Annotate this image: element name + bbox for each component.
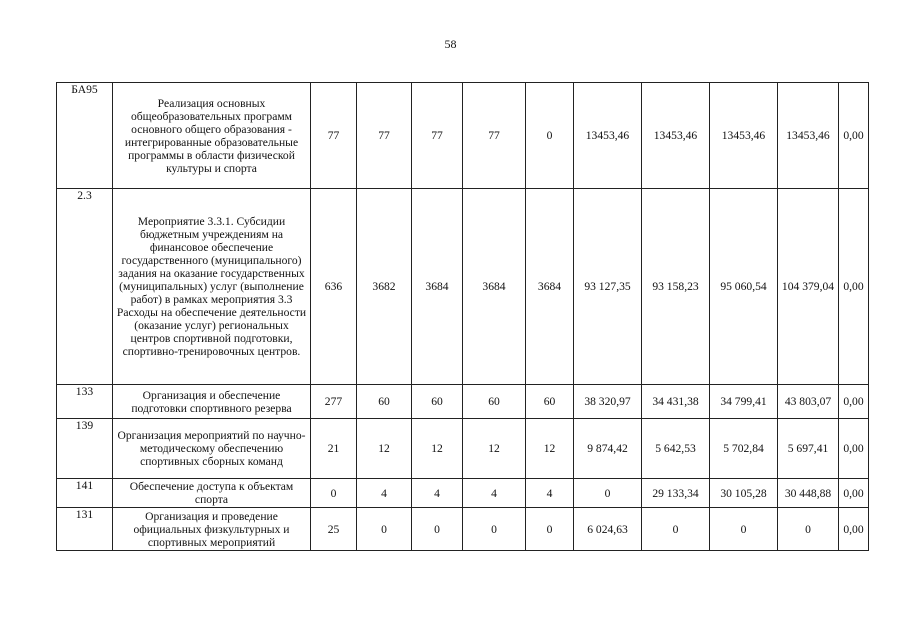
row-value: 12 (412, 419, 463, 479)
row-value: 5 642,53 (642, 419, 710, 479)
row-value: 0,00 (839, 83, 869, 189)
row-value: 277 (311, 385, 357, 419)
table-row (57, 508, 869, 551)
row-value: 30 448,88 (778, 479, 839, 508)
row-value: 12 (357, 419, 412, 479)
row-value: 104 379,04 (778, 189, 839, 385)
row-value: 93 127,35 (574, 189, 642, 385)
row-value: 0 (526, 83, 574, 189)
row-name: Реализация основных общеобразовательных программ основного общего образования - интегрированные образовательные программы в области физической культуры и спорта (113, 83, 311, 189)
row-value: 0 (642, 508, 710, 551)
row-value: 13453,46 (574, 83, 642, 189)
row-value: 77 (463, 83, 526, 189)
table-row (57, 189, 869, 385)
row-code: 131 (57, 508, 113, 551)
row-value: 0,00 (839, 385, 869, 419)
row-value: 60 (463, 385, 526, 419)
row-value: 3684 (412, 189, 463, 385)
row-code: 141 (57, 479, 113, 508)
row-value: 12 (463, 419, 526, 479)
row-value: 30 105,28 (710, 479, 778, 508)
row-value: 0,00 (839, 189, 869, 385)
row-value: 0 (357, 508, 412, 551)
row-value: 34 799,41 (710, 385, 778, 419)
table-row (57, 83, 869, 189)
row-code: БА95 (57, 83, 113, 189)
row-value: 3684 (463, 189, 526, 385)
page-number: 58 (444, 37, 457, 51)
row-value: 4 (357, 479, 412, 508)
row-name: Мероприятие 3.3.1. Субсидии бюджетным учреждениям на финансовое обеспечение государственного (муниципального) задания на оказание государственных (муниципальных) услуг (выполнение работ) в рамках мероприятия 3.3 Расходы на обеспечение деятельности (оказание услуг) региональных центров спортивной подготовки, спортивно-тренировочных центров. (113, 189, 311, 385)
table-row (57, 419, 869, 479)
row-value: 0,00 (839, 508, 869, 551)
row-value: 0 (412, 508, 463, 551)
row-name: Организация и обеспечение подготовки спортивного резерва (113, 385, 311, 419)
row-value: 636 (311, 189, 357, 385)
table-row (57, 479, 869, 508)
row-code: 139 (57, 419, 113, 479)
row-value: 13453,46 (642, 83, 710, 189)
row-name: Организация мероприятий по научно-методическому обеспечению спортивных сборных команд (113, 419, 311, 479)
row-value: 60 (526, 385, 574, 419)
row-value: 0,00 (839, 419, 869, 479)
row-value: 43 803,07 (778, 385, 839, 419)
row-value: 5 702,84 (710, 419, 778, 479)
row-value: 60 (357, 385, 412, 419)
row-value: 3682 (357, 189, 412, 385)
row-name: Обеспечение доступа к объектам спорта (113, 479, 311, 508)
row-value: 21 (311, 419, 357, 479)
row-value: 0,00 (839, 479, 869, 508)
row-value: 25 (311, 508, 357, 551)
row-value: 77 (357, 83, 412, 189)
row-code: 2.3 (57, 189, 113, 385)
row-value: 12 (526, 419, 574, 479)
row-value: 77 (412, 83, 463, 189)
row-value: 0 (574, 479, 642, 508)
row-value: 0 (710, 508, 778, 551)
row-value: 5 697,41 (778, 419, 839, 479)
row-value: 9 874,42 (574, 419, 642, 479)
row-value: 77 (311, 83, 357, 189)
row-value: 0 (311, 479, 357, 508)
row-value: 0 (778, 508, 839, 551)
row-value: 13453,46 (710, 83, 778, 189)
table-row (57, 385, 869, 419)
row-value: 4 (463, 479, 526, 508)
budget-table (56, 82, 869, 551)
row-value: 0 (463, 508, 526, 551)
row-value: 6 024,63 (574, 508, 642, 551)
row-value: 3684 (526, 189, 574, 385)
row-value: 13453,46 (778, 83, 839, 189)
row-value: 4 (412, 479, 463, 508)
row-value: 60 (412, 385, 463, 419)
row-value: 29 133,34 (642, 479, 710, 508)
row-value: 34 431,38 (642, 385, 710, 419)
row-value: 4 (526, 479, 574, 508)
row-value: 95 060,54 (710, 189, 778, 385)
row-name: Организация и проведение официальных физкультурных и спортивных мероприятий (113, 508, 311, 551)
row-value: 38 320,97 (574, 385, 642, 419)
row-value: 0 (526, 508, 574, 551)
row-code: 133 (57, 385, 113, 419)
row-value: 93 158,23 (642, 189, 710, 385)
